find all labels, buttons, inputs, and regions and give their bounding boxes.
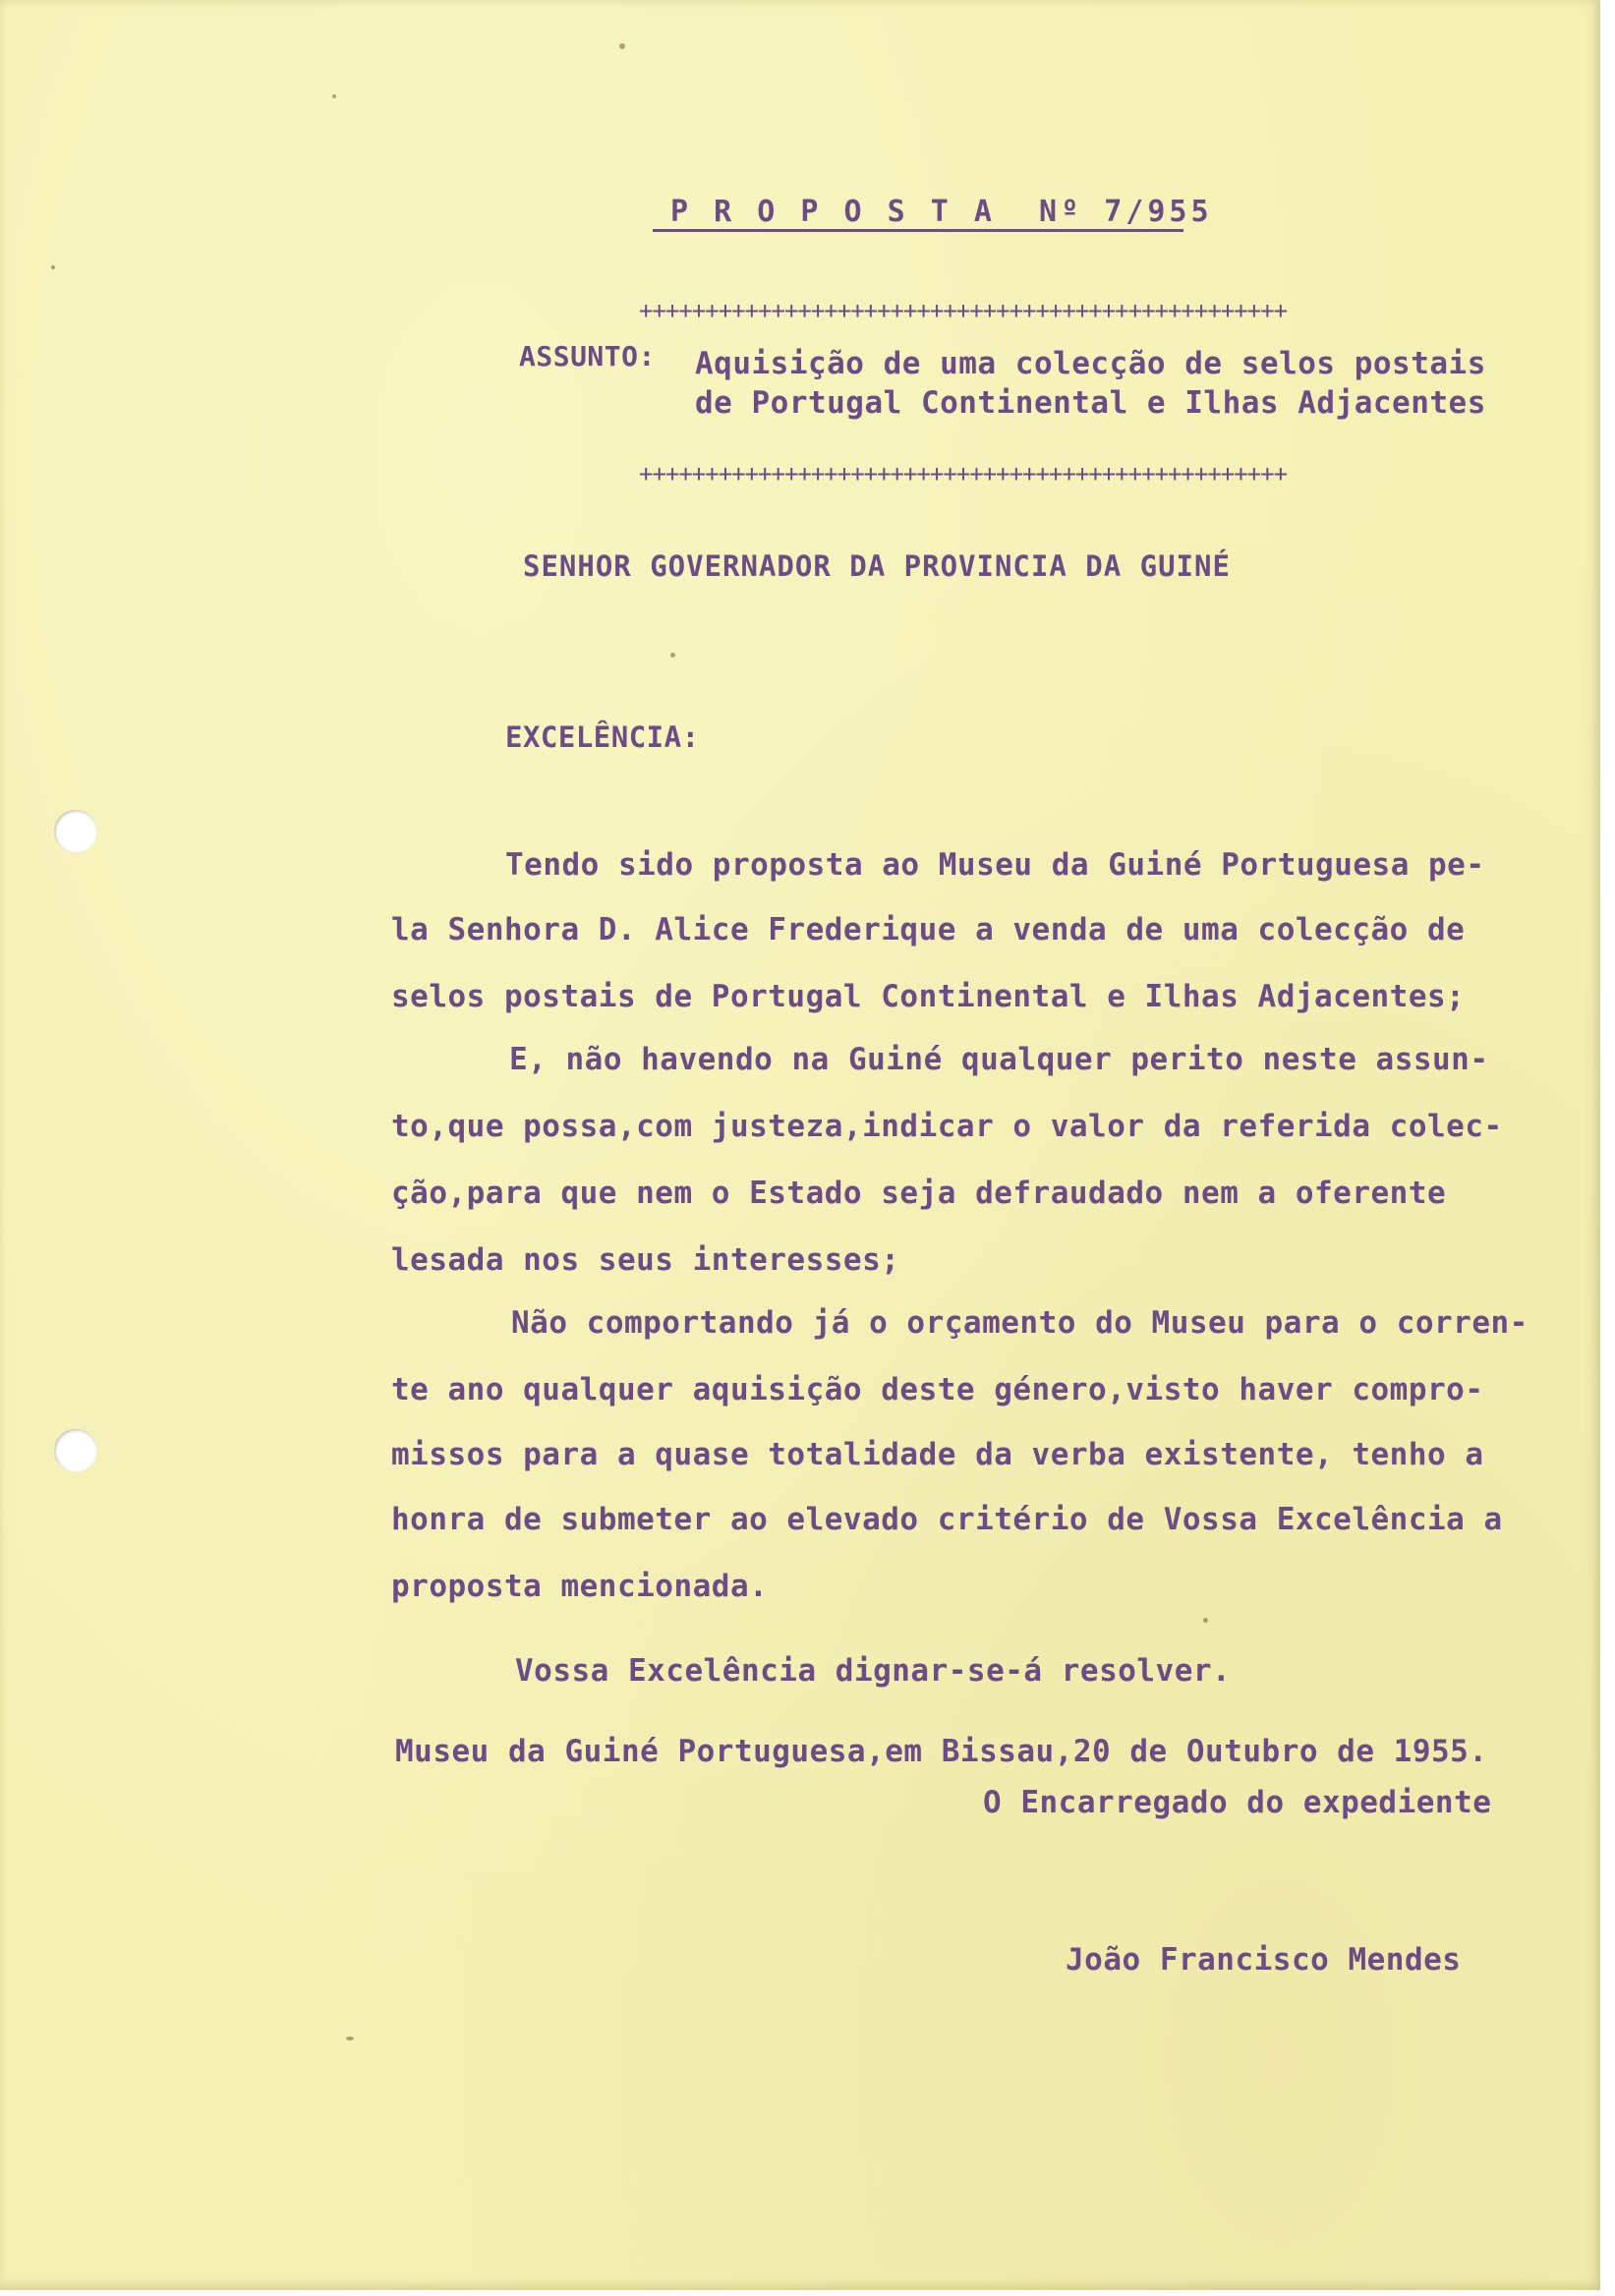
body-line: honra de submeter ao elevado critério de Vossa Excelência a bbox=[391, 1502, 1503, 1537]
body-line: ção,para que nem o Estado seja defraudado nem a oferente bbox=[391, 1176, 1447, 1211]
body-line: lesada nos seus interesses; bbox=[391, 1242, 900, 1278]
body-line: la Senhora D. Alice Frederique a venda de uma colecção de bbox=[391, 912, 1466, 947]
body-line: te ano qualquer aquisição deste género,visto haver compro- bbox=[391, 1372, 1484, 1407]
punch-hole-bottom bbox=[54, 1429, 97, 1472]
paper-speck bbox=[619, 43, 625, 49]
closing-line: Vossa Excelência dignar-se-á resolver. bbox=[515, 1653, 1232, 1689]
paper-speck bbox=[346, 2037, 354, 2040]
signature-role: O Encarregado do expediente bbox=[983, 1785, 1492, 1820]
subject-label: ASSUNTO: bbox=[519, 340, 656, 373]
body-line: Não comportando já o orçamento do Museu para o corren- bbox=[511, 1305, 1528, 1341]
body-line: to,que possa,com justeza,indicar o valor da referida colec- bbox=[391, 1109, 1503, 1144]
signatory-name: João Francisco Mendes bbox=[1066, 1942, 1462, 1978]
body-line: selos postais de Portugal Continental e Ilhas Adjacentes; bbox=[391, 979, 1466, 1014]
separator-bottom: +++++++++++++++++++++++++++++++++++++++++++++++++ bbox=[639, 460, 1288, 488]
place-date-line: Museu da Guiné Portuguesa,em Bissau,20 de Outubro de 1955. bbox=[395, 1734, 1488, 1769]
separator-top: +++++++++++++++++++++++++++++++++++++++++++++++++ bbox=[639, 297, 1288, 324]
document-title: P R O P O S T A Nº 7/955 bbox=[670, 195, 1213, 229]
addressee: SENHOR GOVERNADOR DA PROVINCIA DA GUINÉ bbox=[523, 549, 1231, 583]
subject-line: Aquisição de uma colecção de selos postais bbox=[695, 346, 1486, 381]
body-line: missos para a quase totalidade da verba existente, tenho a bbox=[391, 1437, 1484, 1472]
punch-hole-top bbox=[54, 810, 97, 853]
body-line: E, não havendo na Guiné qualquer perito neste assun- bbox=[509, 1042, 1489, 1077]
body-line: proposta mencionada. bbox=[391, 1569, 769, 1604]
title-underline bbox=[653, 229, 1183, 232]
paper-speck bbox=[670, 653, 675, 658]
paper-speck bbox=[332, 94, 336, 98]
body-line: Tendo sido proposta ao Museu da Guiné Portuguesa pe- bbox=[505, 847, 1485, 883]
salutation: EXCELÊNCIA: bbox=[505, 720, 700, 754]
paper-speck bbox=[1203, 1618, 1208, 1623]
paper-speck bbox=[51, 265, 55, 269]
subject-line: de Portugal Continental e Ilhas Adjacentes bbox=[695, 385, 1486, 421]
